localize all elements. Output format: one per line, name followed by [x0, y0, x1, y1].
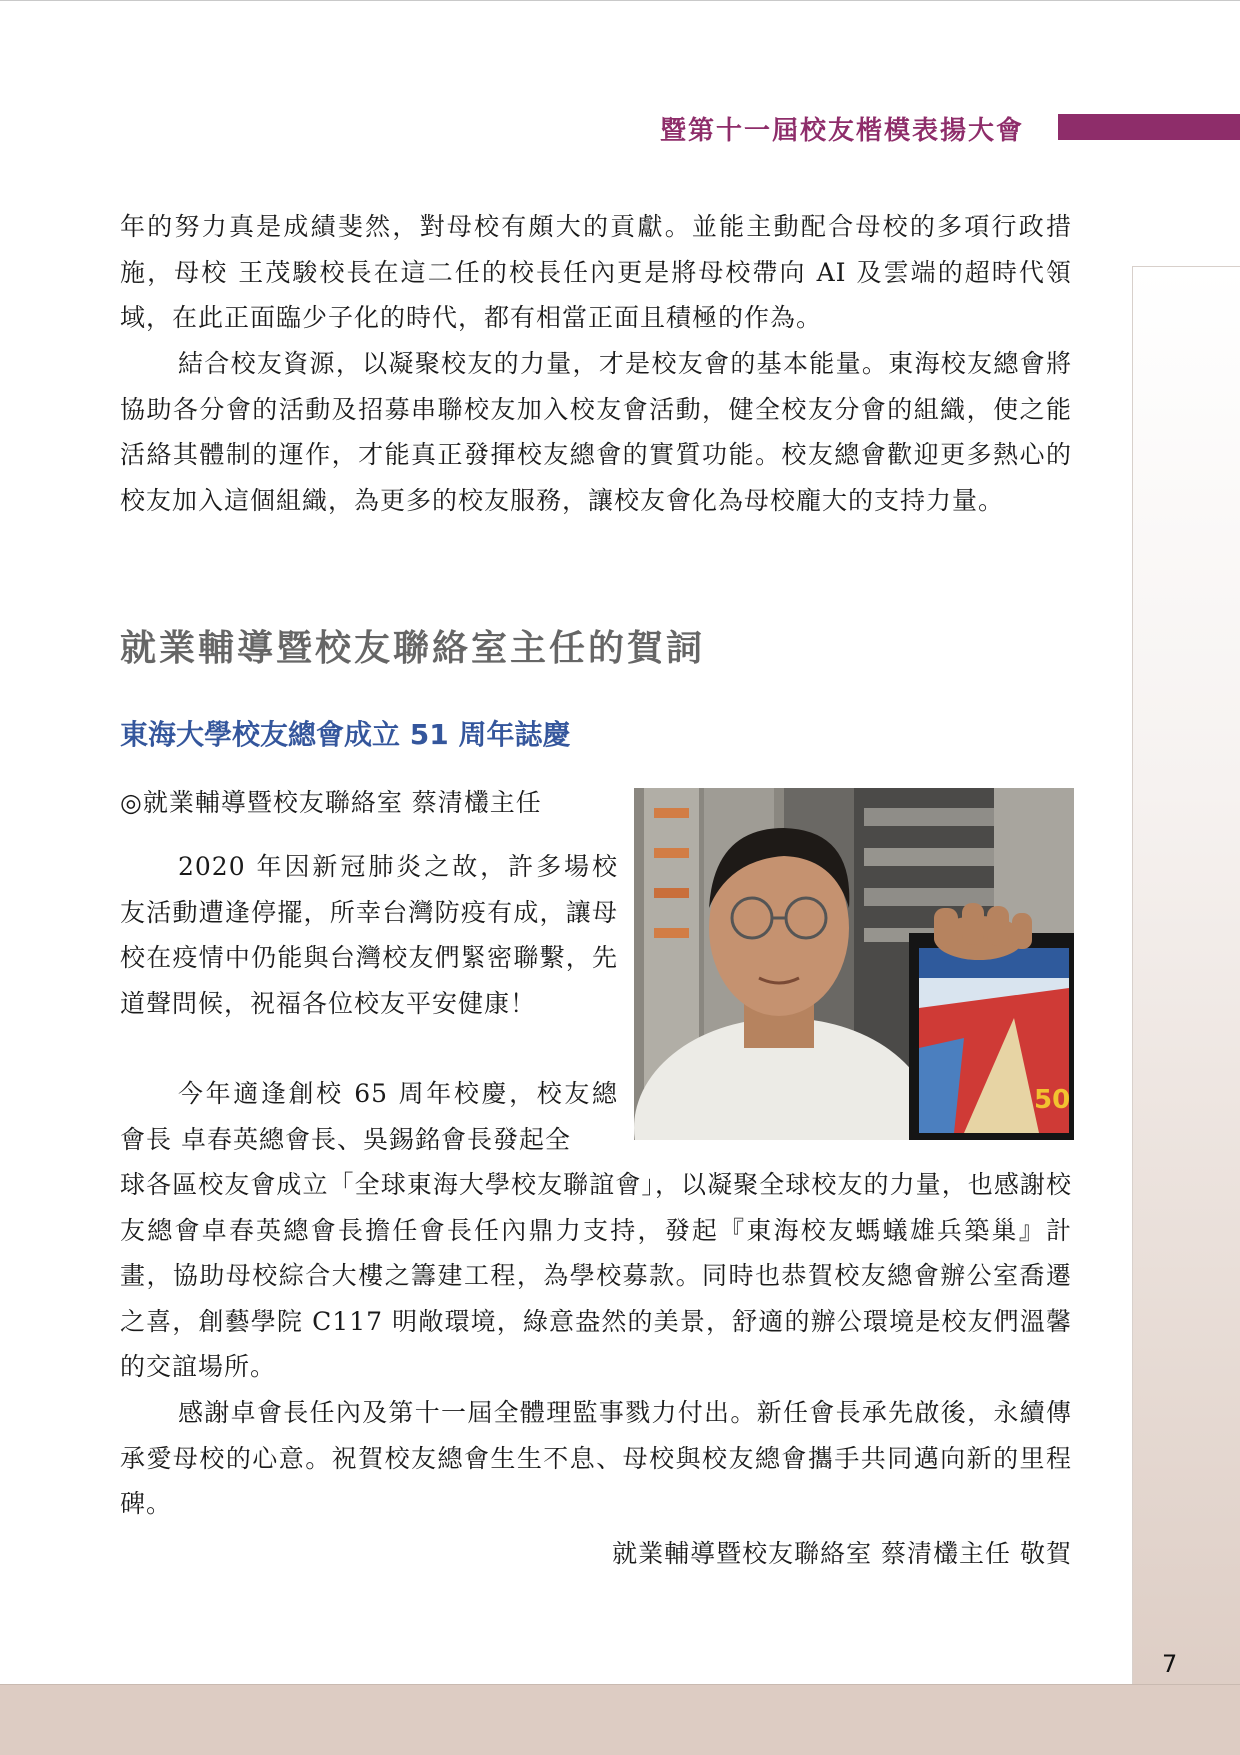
- header-accent-bar: [1058, 114, 1240, 140]
- author-byline: ◎就業輔導暨校友聯絡室 蔡清欉主任: [120, 788, 542, 817]
- intro-paragraph-1: 年的努力真是成績斐然，對母校有頗大的貢獻。並能主動配合母校的多項行政措施，母校 王茂駿校長在這二任的校長任內更是將母校帶向 AI 及雲端的超時代領域，在此正面臨少子化的時代，都有相當正面且積極的作為。: [120, 212, 1072, 332]
- section-heading: 就業輔導暨校友聯絡室主任的賀詞: [120, 627, 706, 669]
- running-header-title: 暨第十一屆校友楷模表揚大會: [659, 116, 1024, 146]
- body-paragraph-3: 感謝卓會長任內及第十一屆全體理監事戮力付出。新任會長承先啟後，永續傳承愛母校的心意。祝賀校友總會生生不息、母校與校友總會攜手共同邁向新的里程碑。: [120, 1398, 1072, 1518]
- page-number: 7: [1162, 1650, 1178, 1678]
- portrait-photo: [634, 788, 1074, 1140]
- footer-band: [0, 1684, 1240, 1755]
- body-paragraph-1: 2020 年因新冠肺炎之故，許多場校友活動遭逢停擺，所幸台灣防疫有成，讓母校在疫情中仍能與台灣校友們緊密聯繫，先道聲問候，祝福各位校友平安健康！: [120, 852, 618, 1018]
- top-border: [0, 0, 1240, 1]
- body-paragraph-2-part-1: 今年適逢創校 65 周年校慶，校友總會長 卓春英總會長、吳錫銘會長發起全: [120, 1079, 618, 1154]
- body-paragraph-2-part-2: 球各區校友會成立「全球東海大學校友聯誼會」，以凝聚全球校友的力量，也感謝校友總會卓春英總會長擔任會長任內鼎力支持，發起『東海校友螞蟻雄兵築巢』計畫，協助母校綜合大樓之籌建工程，為學校募款。同時也恭賀校友總會辦公室喬遷之喜，創藝學院 C117 明敞環境，綠意盎然的美景，舒適的辦公環境是校友們溫馨的交誼場所。: [120, 1170, 1072, 1381]
- article-title: 東海大學校友總會成立 51 周年誌慶: [120, 718, 571, 751]
- intro-paragraph-2: 結合校友資源，以凝聚校友的力量，才是校友會的基本能量。東海校友總會將協助各分會的活動及招募串聯校友加入校友會活動，健全校友分會的組織，使之能活絡其體制的運作，才能真正發揮校友總會的實質功能。校友總會歡迎更多熱心的校友加入這個組織，為更多的校友服務，讓校友會化為母校龐大的支持力量。: [120, 349, 1072, 515]
- side-margin-panel: [1132, 266, 1240, 1755]
- screen-anniversary-logo: 50: [1034, 1085, 1071, 1115]
- signature-line: 就業輔導暨校友聯絡室 蔡清欉主任 敬賀: [612, 1539, 1072, 1568]
